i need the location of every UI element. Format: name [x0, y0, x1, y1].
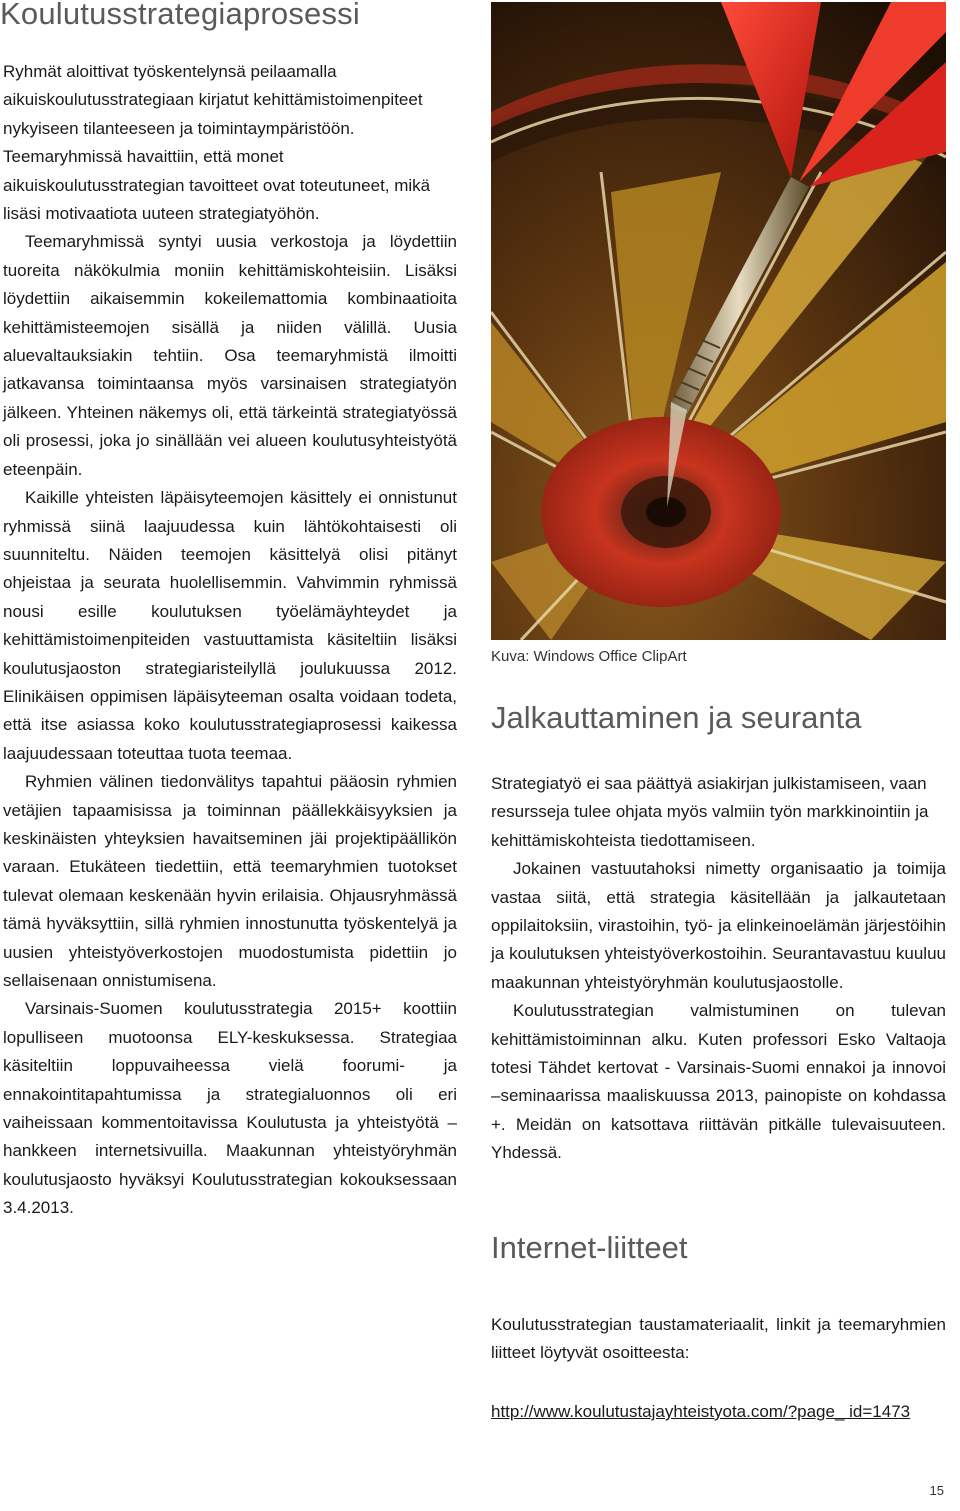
image-caption: Kuva: Windows Office ClipArt: [491, 648, 687, 665]
paragraph: Teemaryhmissä syntyi uusia verkostoja ja löydettiin tuoreita näkökulmia moniin kehittämiskohteisiin. Lisäksi löydettiin aikaisemmin kokeilemattomia kombinaatioita kehittämisteemojen sisällä ja niiden välillä. Uusia aluevaltauksiakin tehtiin. Osa teemaryhmistä ilmoitti jatkavansa toimintaansa myös varsinaisen strategiatyön jälkeen. Yhteinen näkemys oli, että tärkeintä strategiatyössä oli prosessi, joka jo sinällään vei alueen koulutusyhteistyötä eteenpäin.: [3, 232, 457, 479]
section-heading-jalkauttaminen: Jalkauttaminen ja seuranta: [491, 700, 862, 735]
paragraph: Koulutusstrategian taustamateriaalit, linkit ja teemaryhmien liitteet löytyvät osoitteesta:: [491, 1315, 946, 1363]
internet-text: [491, 1311, 946, 1368]
page-number: 15: [929, 1483, 944, 1498]
paragraph: Strategiatyö ei saa päättyä asiakirjan julkistamiseen, vaan resursseja tulee ohjata myös valmiin työn markkinointiin ja kehittämiskohteista tiedottamiseen.: [491, 774, 929, 850]
dartboard-image: [491, 2, 946, 640]
paragraph: Varsinais-Suomen koulutusstrategia 2015+ koottiin lopulliseen muotoonsa ELY-keskuksessa. Strategiaa käsiteltiin loppuvaiheessa vielä foorumi- ja ennakointitapahtumissa ja strategialuonnos oli eri vaiheissaan kommentoitavissa Koulutusta ja yhteistyötä –hankkeen internetsivuilla. Maakunnan yhteistyöryhmän koulutusjaosto hyväksyi Koulutusstrategian kokouksessaan 3.4.2013.: [3, 999, 457, 1218]
paragraph: Ryhmien välinen tiedonvälitys tapahtui pääosin ryhmien vetäjien tapaamisissa ja toiminnan päällekkäisyyksien ja keskinäisten yhteyksien havaitseminen jäi projektipäällikön varaan. Etukäteen tiedettiin, että teemaryhmien tuotokset tulevat olemaan keskenään hyvin erilaisia. Ohjausryhmässä tämä hyväksyttiin, sillä ryhmien innostunutta työskentelyä ja uusien yhteistyöverkostojen muodostumista pidettiin jo sellaisenaan onnistumisena.: [3, 772, 457, 990]
paragraph: Koulutusstrategian valmistuminen on tulevan kehittämistoiminnan alku. Kuten professori Esko Valtaoja totesi Tähdet kertovat - Varsinais-Suomi ennakoi ja innovoi –seminaarissa maaliskuussa 2013, painopiste on kohdassa +. Meidän on katsottava riittävän pitkälle tulevaisuuteen. Yhdessä.: [491, 1001, 946, 1163]
jalkauttaminen-text: [491, 770, 946, 1168]
left-column-text: [3, 58, 457, 1223]
section-heading-internet: Internet-liitteet: [491, 1230, 688, 1265]
paragraph: Kaikille yhteisten läpäisyteemojen käsittely ei onnistunut ryhmissä siinä laajuudessa kuin lähtökohtaisesti oli suunniteltu. Näiden teemojen käsittelyä olisi pitänyt ohjeistaa ja seurata huolellisemmin. Vahvimmin ryhmissä nousi esille koulutuksen työelämäyhteydet ja kehittämistoimenpiteiden vastuuttamista käsiteltiin lisäksi koulutusjaoston strategiaristeilyllä joulukuussa 2012. Elinikäisen oppimisen läpäisyteeman osalta voidaan todeta, että itse asiassa koko koulutusstrategiaprosessi kaikessa laajuudessaan toteuttaa tuota teemaa.: [3, 488, 457, 763]
page-title: Koulutusstrategiaprosessi: [0, 0, 360, 31]
paragraph: Jokainen vastuutahoksi nimetty organisaatio ja toimija vastaa siitä, että strategia käsitellään ja jalkautetaan oppilaitoksiin, virastoihin, työ- ja elinkeinoelämän järjestöihin ja koulutuksen yhteistyöverkostoihin. Seurantavastuu kuuluu maakunnan yhteistyöryhmän koulutusjaostolle.: [491, 859, 946, 992]
paragraph: Ryhmät aloittivat työskentelynsä peilaamalla aikuiskoulutusstrategiaan kirjatut kehittämistoimenpiteet nykyiseen tilanteeseen ja toimintaympäristöön. Teemaryhmissä havaittiin, että monet aikuiskoulutusstrategian tavoitteet ovat toteutuneet, mikä lisäsi motivaatiota uuteen strategiatyöhön.: [3, 62, 431, 224]
internet-attachments-link[interactable]: http://www.koulutustajayhteistyota.com/?page_ id=1473: [491, 1402, 911, 1421]
